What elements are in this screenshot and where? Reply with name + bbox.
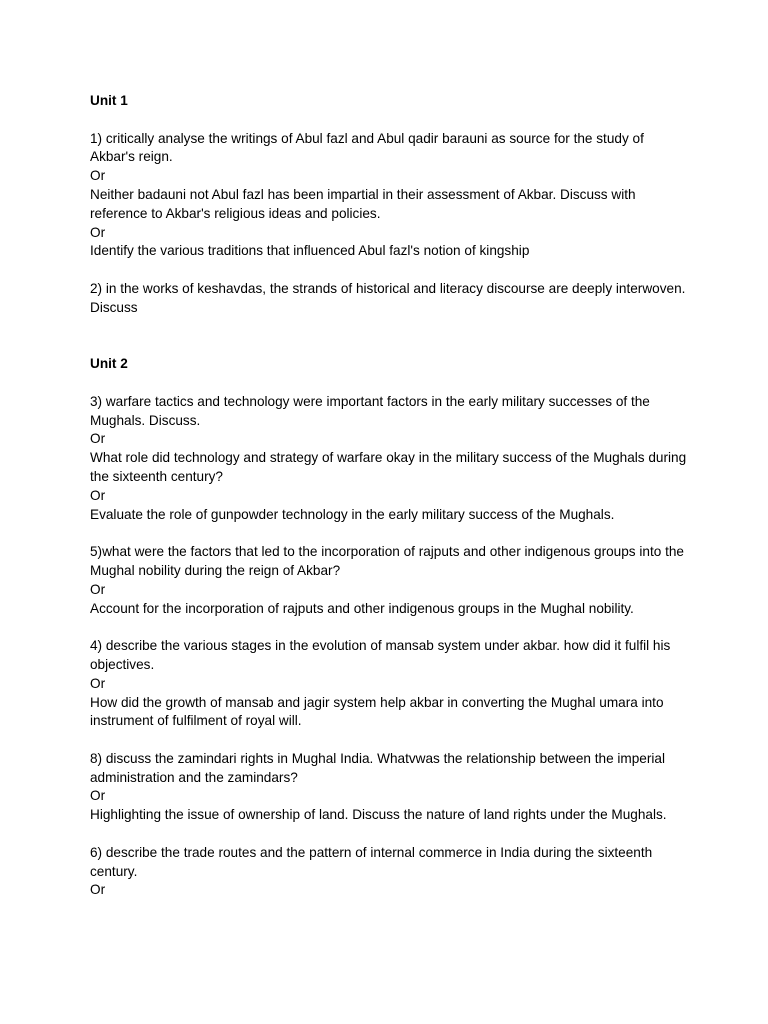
spacer (90, 374, 690, 393)
spacer (90, 318, 690, 337)
question-block (90, 750, 690, 825)
question-text: 1) critically analyse the writings of Abul fazl and Abul qadir barauni as source for the study of Akbar's reign. (90, 130, 644, 165)
question-block (90, 637, 690, 731)
or-separator: Or (90, 487, 106, 503)
spacer (90, 825, 690, 844)
question-block (90, 393, 690, 525)
or-separator: Or (90, 224, 106, 240)
question-block (90, 844, 690, 900)
question-text: 4) describe the various stages in the evolution of mansab system under akbar. how did it fulfil his objectives. (90, 638, 671, 672)
spacer (90, 731, 690, 750)
question-text: What role did technology and strategy of warfare okay in the military success of the Mughals during the sixteenth century? (90, 450, 687, 484)
spacer (90, 336, 690, 355)
unit-heading: Unit 2 (90, 356, 128, 372)
question-text: Neither badauni not Abul fazl has been impartial in their assessment of Akbar. Discuss with reference to Akbar's religious ideas and policies. (90, 186, 636, 221)
question-text: Highlighting the issue of ownership of land. Discuss the nature of land rights under the Mughals. (90, 807, 667, 823)
question-text: How did the growth of mansab and jagir system help akbar in converting the Mughal umara into instrument of fulfilment of royal will. (90, 694, 664, 729)
question-text: Account for the incorporation of rajputs and other indigenous groups in the Mughal nobility. (90, 600, 634, 616)
question-text: Identify the various traditions that influenced Abul fazl's notion of kingship (90, 243, 530, 259)
spacer (90, 111, 690, 130)
question-block (90, 130, 690, 262)
spacer (90, 261, 690, 280)
or-separator: Or (90, 675, 106, 691)
unit-heading: Unit 1 (90, 93, 128, 108)
question-block (90, 543, 690, 618)
question-text: 8) discuss the zamindari rights in Mughal India. Whatvwas the relationship between the imperial administration and the zamindars? (90, 750, 665, 785)
question-text: 6) describe the trade routes and the pattern of internal commerce in India during the sixteenth century. (90, 844, 653, 879)
or-separator: Or (90, 431, 106, 447)
or-separator: Or (90, 788, 106, 804)
document-page (90, 92, 690, 900)
spacer (90, 618, 690, 637)
or-separator: Or (90, 581, 106, 597)
question-text: 3) warfare tactics and technology were important factors in the early military successes of the Mughals. Discuss. (90, 393, 650, 428)
or-separator: Or (90, 882, 106, 898)
spacer (90, 524, 690, 543)
question-text: Evaluate the role of gunpowder technology in the early military success of the Mughals. (90, 506, 615, 522)
question-text: 5)what were the factors that led to the incorporation of rajputs and other indigenous groups into the Mughal nobility during the reign of Akbar? (90, 544, 684, 578)
question-block (90, 280, 690, 318)
question-text: 2) in the works of keshavdas, the strands of historical and literacy discourse are deeply interwoven. Discuss (90, 280, 686, 315)
or-separator: Or (90, 168, 106, 184)
